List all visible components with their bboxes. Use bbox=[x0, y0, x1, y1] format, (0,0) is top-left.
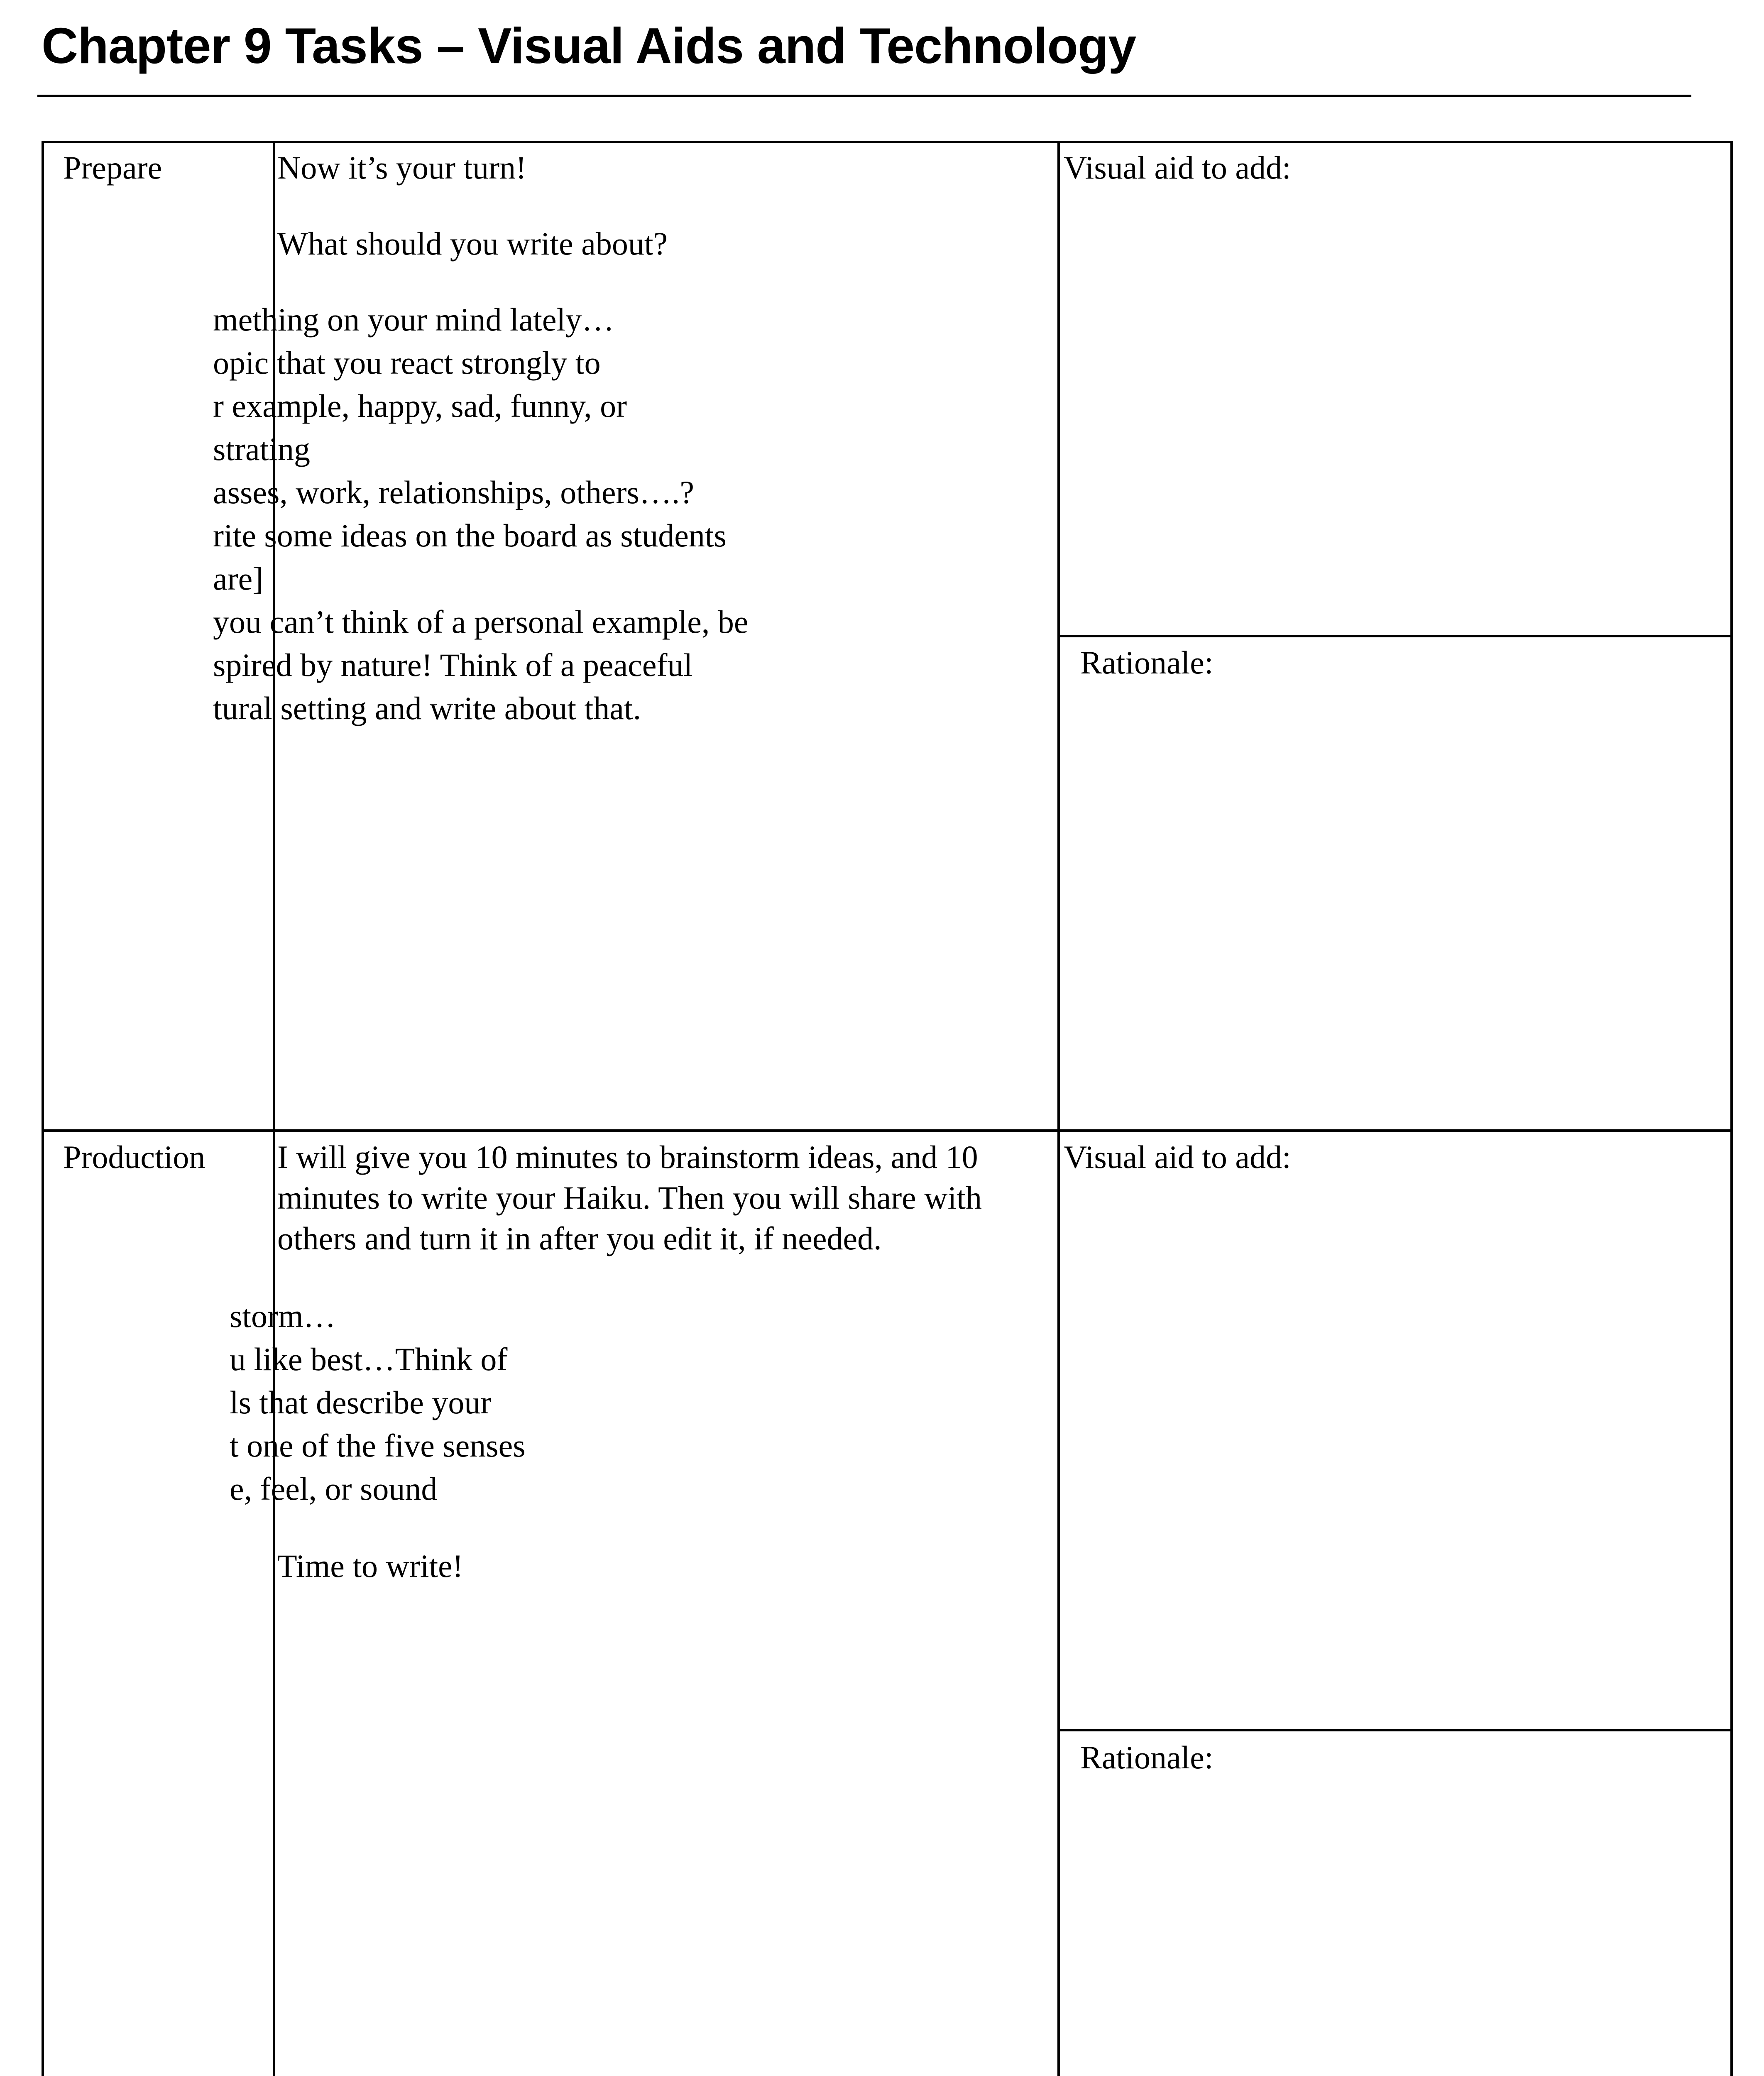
table-border-top bbox=[42, 141, 1733, 143]
production-line-2: minutes to write your Haiku. Then you will share with bbox=[277, 1180, 982, 1216]
prepare-clip-line: opic that you react strongly to bbox=[213, 345, 601, 381]
table-border-left bbox=[42, 141, 44, 2076]
visual-aid-label-prepare: Visual aid to add: bbox=[1064, 149, 1291, 186]
production-line-tail: Time to write! bbox=[277, 1548, 463, 1584]
prepare-line-1: Now it’s your turn! bbox=[277, 149, 527, 186]
stage-label-prepare: Prepare bbox=[63, 149, 162, 186]
table-row-divider bbox=[42, 1129, 1733, 1132]
prepare-clip-line: mething on your mind lately… bbox=[213, 301, 614, 338]
production-clip-line: u like best…Think of bbox=[230, 1341, 508, 1377]
production-clip-line: t one of the five senses bbox=[230, 1427, 526, 1464]
production-clip-line: ls that describe your bbox=[230, 1384, 492, 1420]
rationale-label-production: Rationale: bbox=[1080, 1739, 1214, 1775]
prepare-clip-line: rite some ideas on the board as students bbox=[213, 517, 727, 553]
table-border-right bbox=[1730, 141, 1733, 2076]
rationale-label-prepare: Rationale: bbox=[1080, 644, 1214, 681]
prepare-clip-line: asses, work, relationships, others….? bbox=[213, 474, 694, 510]
title-underline bbox=[37, 95, 1691, 97]
production-line-3: others and turn it in after you edit it, if needed. bbox=[277, 1220, 882, 1256]
prepare-clip-line: are] bbox=[213, 561, 264, 597]
page-title: Chapter 9 Tasks – Visual Aids and Technology bbox=[42, 17, 1136, 74]
prepare-clipped-text bbox=[213, 298, 898, 738]
visual-aid-divider-production bbox=[1057, 1729, 1733, 1731]
prepare-clip-line: tural setting and write about that. bbox=[213, 690, 641, 726]
visual-aid-label-production: Visual aid to add: bbox=[1064, 1139, 1291, 1175]
prepare-clip-line: you can’t think of a personal example, be bbox=[213, 604, 749, 640]
production-clip-line: storm… bbox=[230, 1298, 336, 1334]
prepare-line-2: What should you write about? bbox=[277, 225, 668, 262]
production-clip-line: e, feel, or sound bbox=[230, 1471, 438, 1507]
production-clipped-text bbox=[230, 1295, 690, 1519]
prepare-clip-line: r example, happy, sad, funny, or bbox=[213, 388, 627, 424]
prepare-clip-line: strating bbox=[213, 431, 310, 467]
visual-aid-divider-prepare bbox=[1057, 635, 1733, 637]
table-column-divider-2 bbox=[1057, 141, 1060, 2076]
stage-label-production: Production bbox=[63, 1139, 206, 1175]
prepare-clip-line: spired by nature! Think of a peaceful bbox=[213, 647, 693, 683]
production-line-1: I will give you 10 minutes to brainstorm ideas, and 10 bbox=[277, 1139, 978, 1175]
